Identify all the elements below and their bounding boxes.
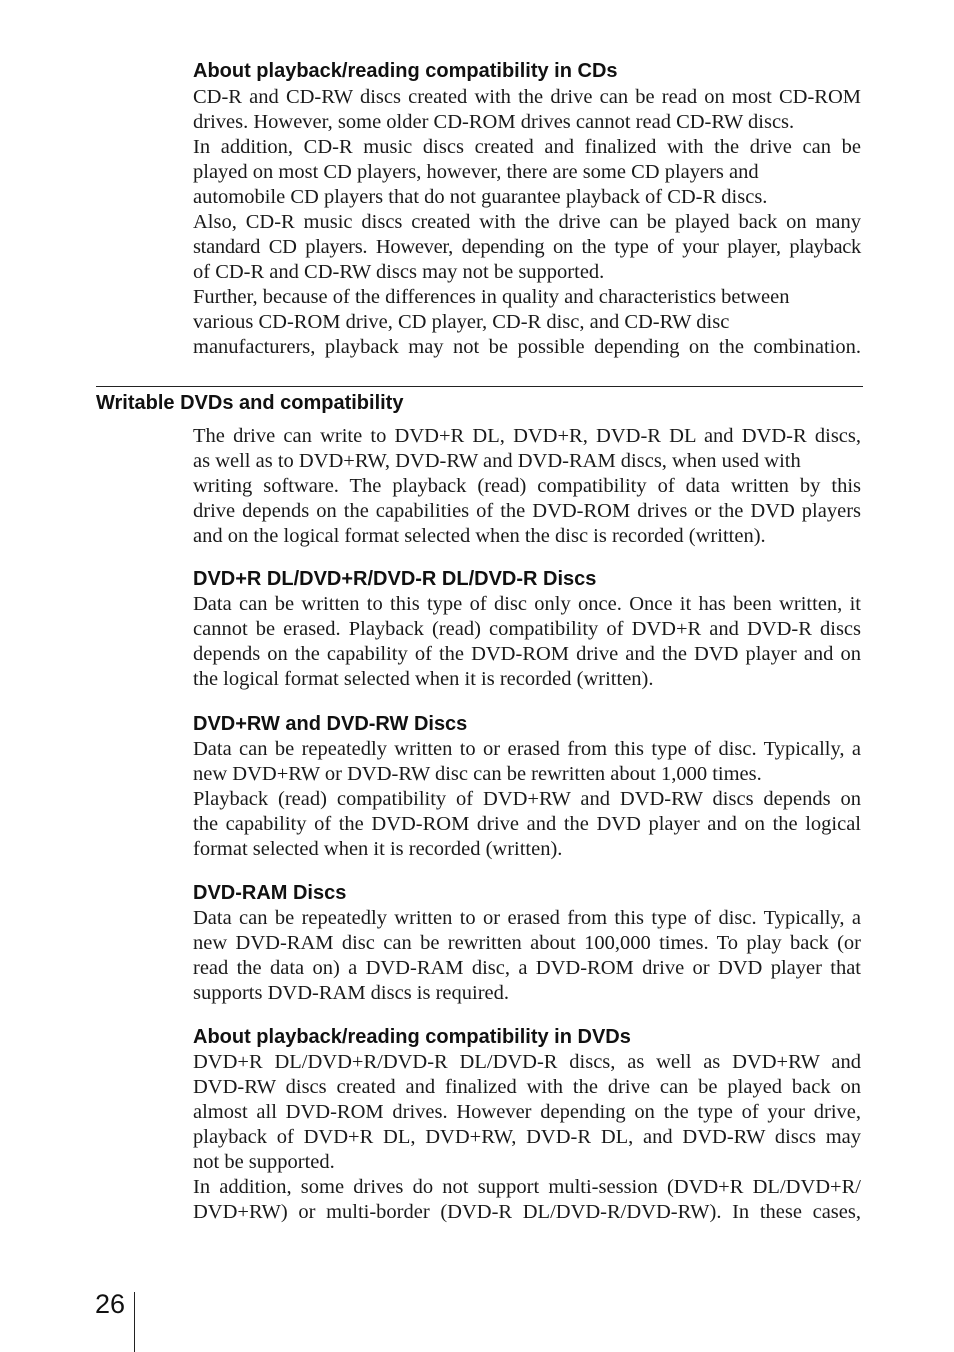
cd-compat-block xyxy=(193,59,861,360)
text-line: Data can be repeatedly written to or erased from this type of disc. Typically, a xyxy=(193,907,861,929)
text-line: Playback (read) compatibility of DVD+RW and DVD-RW discs depends on xyxy=(193,788,861,810)
text-line: as well as to DVD+RW, DVD-RW and DVD-RAM discs, when used with xyxy=(193,450,801,472)
text-line: drives. However, some older CD-ROM drives cannot read CD-RW discs. xyxy=(193,111,795,133)
dvd-r-heading: DVD+R DL/DVD+R/DVD-R DL/DVD-R Discs xyxy=(193,568,597,590)
text-line: supports DVD-RAM discs is required. xyxy=(193,982,510,1004)
page-number-bar xyxy=(134,1292,135,1352)
text-line: standard CD players. However, depending on the type of your player, playback xyxy=(193,236,861,258)
text-line: cannot be erased. Playback (read) compatibility of DVD+R and DVD-R discs xyxy=(193,618,861,640)
dvd-compat-heading: About playback/reading compatibility in DVDs xyxy=(193,1026,631,1048)
dvd-ram-block xyxy=(193,881,861,1006)
text-line: In addition, some drives do not support multi-session (DVD+R DL/DVD+R/ xyxy=(193,1176,861,1198)
dvd-rw-block xyxy=(193,712,861,862)
text-line: new DVD+RW or DVD-RW disc can be rewritten about 1,000 times. xyxy=(193,763,762,785)
text-line: Data can be written to this type of disc only once. Once it has been written, it xyxy=(193,593,861,615)
dvd-ram-heading: DVD-RAM Discs xyxy=(193,882,347,904)
dvd-compat-block xyxy=(193,1025,861,1225)
text-line: drive depends on the capabilities of the DVD-ROM drives or the DVD players xyxy=(193,500,861,522)
text-line: of CD-R and CD-RW discs may not be supported. xyxy=(193,261,605,283)
dvd-intro-block xyxy=(193,424,861,549)
text-line: new DVD-RAM disc can be rewritten about 100,000 times. To play back (or xyxy=(193,932,861,954)
text-line: Data can be repeatedly written to or erased from this type of disc. Typically, a xyxy=(193,738,861,760)
text-line: writing software. The playback (read) compatibility of data written by this xyxy=(193,475,861,497)
cd-compat-heading: About playback/reading compatibility in CDs xyxy=(193,60,618,82)
text-line: the capability of the DVD-ROM drive and the DVD player and on the logical xyxy=(193,813,861,835)
text-line: read the data on) a DVD-RAM disc, a DVD-ROM drive or DVD player that xyxy=(193,957,861,979)
text-line: Also, CD-R music discs created with the drive can be played back on many xyxy=(193,211,861,233)
dvd-intro-text xyxy=(193,424,861,549)
dvd-ram-text xyxy=(193,906,861,1006)
cd-compat-text xyxy=(193,85,861,360)
dvd-r-block xyxy=(193,567,861,692)
text-line: CD-R and CD-RW discs created with the drive can be read on most CD-ROM xyxy=(193,86,861,108)
text-line: DVD+R DL/DVD+R/DVD-R DL/DVD-R discs, as well as DVD+RW and xyxy=(193,1051,861,1073)
text-line: and on the logical format selected when the disc is recorded (written). xyxy=(193,525,766,547)
section-title: Writable DVDs and compatibility xyxy=(96,392,404,414)
text-line: the logical format selected when it is recorded (written). xyxy=(193,668,654,690)
text-line: playback of DVD+R DL, DVD+RW, DVD-R DL, and DVD-RW discs may xyxy=(193,1126,861,1148)
text-line: Further, because of the differences in quality and characteristics between xyxy=(193,286,790,308)
page-number: 26 xyxy=(95,1289,126,1319)
text-line: depends on the capability of the DVD-ROM drive and the DVD player and on xyxy=(193,643,861,665)
text-line: not be supported. xyxy=(193,1151,335,1173)
text-line: played on most CD players, however, there are some CD players and xyxy=(193,161,759,183)
dvd-rw-heading: DVD+RW and DVD-RW Discs xyxy=(193,713,468,735)
text-line: DVD+RW) or multi-border (DVD-R DL/DVD-R/DVD-RW). In these cases, xyxy=(193,1201,861,1223)
dvd-rw-text xyxy=(193,737,861,862)
dvd-r-text xyxy=(193,592,861,692)
text-line: almost all DVD-ROM drives. However depending on the type of your drive, xyxy=(193,1101,861,1123)
dvd-compat-text xyxy=(193,1050,861,1225)
text-line: various CD-ROM drive, CD player, CD-R disc, and CD-RW disc xyxy=(193,311,730,333)
text-line: manufacturers, playback may not be possible depending on the combination. xyxy=(193,336,861,358)
section-divider xyxy=(96,386,863,387)
text-line: format selected when it is recorded (written). xyxy=(193,838,563,860)
text-line: In addition, CD-R music discs created and finalized with the drive can be xyxy=(193,136,861,158)
text-line: The drive can write to DVD+R DL, DVD+R, DVD-R DL and DVD-R discs, xyxy=(193,425,861,447)
text-line: automobile CD players that do not guarantee playback of CD-R discs. xyxy=(193,186,768,208)
text-line: DVD-RW discs created and finalized with the drive can be played back on xyxy=(193,1076,861,1098)
